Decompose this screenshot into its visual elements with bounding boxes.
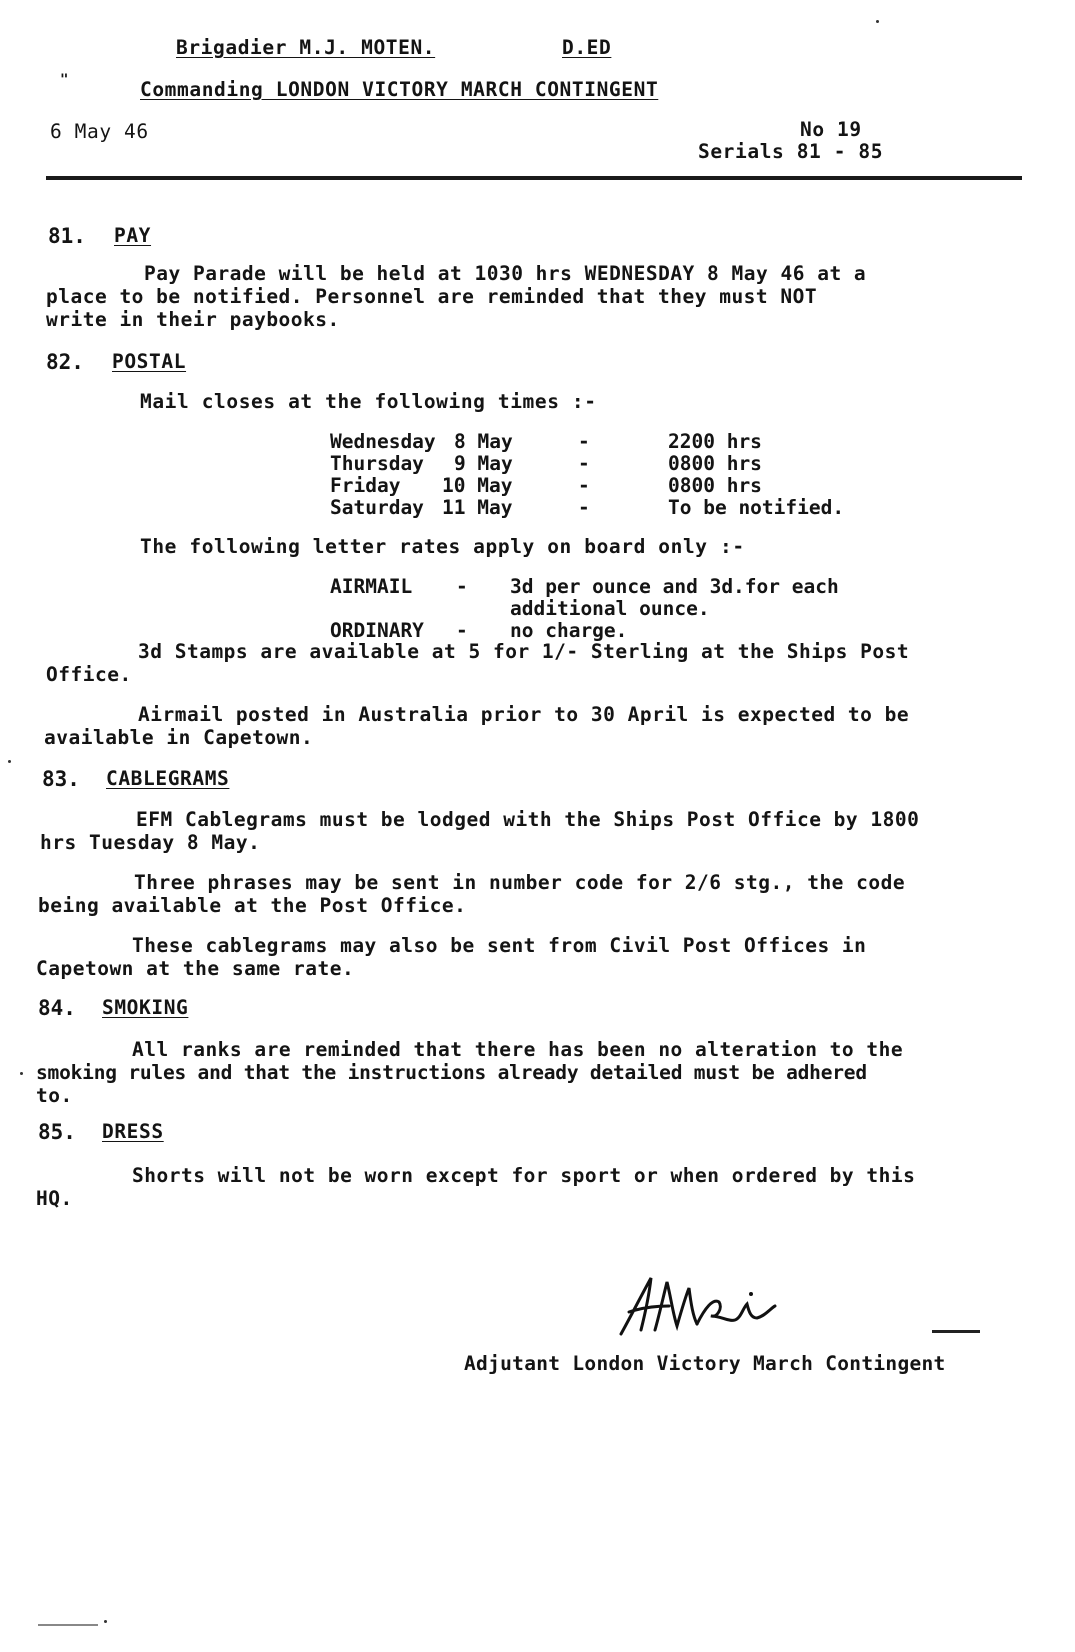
section-number-83: 83.: [42, 767, 80, 791]
schedule-time: 2200 hrs: [668, 430, 762, 453]
schedule-dash: -: [578, 452, 590, 475]
rate-label: ORDINARY: [330, 619, 424, 642]
schedule-day: Friday: [330, 474, 401, 497]
dress-line: Shorts will not be worn except for sport or when ordered by this: [132, 1164, 916, 1187]
schedule-day: Saturday: [330, 496, 424, 519]
header-addressee-suffix: D.ED: [562, 36, 612, 59]
smoking-line: to.: [36, 1084, 73, 1107]
schedule-date: 8 May: [454, 430, 513, 453]
header-addressee: Brigadier M.J. MOTEN.: [176, 36, 436, 59]
stamps-line-1: 3d Stamps are available at 5 for 1/- Sterling at the Ships Post: [138, 640, 910, 663]
airmail-line-2: available in Capetown.: [44, 726, 314, 749]
signature-mark: [932, 1330, 980, 1333]
header-command: Commanding LONDON VICTORY MARCH CONTINGENT: [140, 78, 659, 101]
airmail-line-1: Airmail posted in Australia prior to 30 April is expected to be: [138, 703, 910, 726]
rate-text: additional ounce.: [510, 597, 710, 620]
rate-text: no charge.: [510, 619, 628, 642]
schedule-dash: -: [578, 496, 590, 519]
rate-dash: -: [456, 619, 468, 642]
stamps-paragraph: [46, 640, 909, 686]
section-title-postal: POSTAL: [112, 350, 187, 373]
section-title-cablegrams: CABLEGRAMS: [106, 767, 230, 790]
rate-row: [330, 620, 950, 642]
rate-label: AIRMAIL: [330, 575, 413, 598]
schedule-date: 11 May: [442, 496, 513, 519]
schedule-row: [330, 475, 930, 497]
section-title-smoking: SMOKING: [102, 996, 189, 1019]
cablegrams-line: These cablegrams may also be sent from Civil Post Offices in: [132, 934, 867, 957]
scan-speck: [876, 20, 879, 23]
schedule-day: Thursday: [330, 452, 424, 475]
rate-row: [330, 576, 950, 598]
dress-line: HQ.: [36, 1187, 73, 1210]
handwritten-signature: [615, 1268, 790, 1348]
smoking-line: All ranks are reminded that there has been no alteration to the: [132, 1038, 904, 1061]
pay-line-1: Pay Parade will be held at 1030 hrs WEDNESDAY 8 May 46 at a: [144, 262, 867, 285]
section-number-81: 81.: [48, 224, 86, 248]
mail-schedule: [330, 431, 930, 519]
cablegrams-line: Three phrases may be sent in number code for 2/6 stg., the code: [134, 871, 906, 894]
schedule-date: 9 May: [454, 452, 513, 475]
scan-speck: [8, 760, 11, 763]
rate-dash: -: [456, 575, 468, 598]
schedule-time: To be notified.: [668, 496, 845, 519]
section-title-dress: DRESS: [102, 1120, 164, 1143]
letter-rates-intro: The following letter rates apply on board only :-: [140, 535, 745, 558]
schedule-dash: -: [578, 430, 590, 453]
cablegrams-paragraph-3: [36, 934, 866, 980]
cablegrams-paragraph-2: [38, 871, 905, 917]
stamps-line-2: Office.: [46, 663, 132, 686]
smoking-paragraph: [36, 1038, 903, 1107]
mail-closing-intro: Mail closes at the following times :-: [140, 390, 597, 413]
schedule-time: 0800 hrs: [668, 474, 762, 497]
cablegrams-paragraph-1: [40, 808, 919, 854]
serials-range: Serials 81 - 85: [698, 140, 884, 163]
schedule-time: 0800 hrs: [668, 452, 762, 475]
rate-row-continued: [330, 598, 950, 620]
margin-mark: ": [60, 72, 70, 88]
cablegrams-line: EFM Cablegrams must be lodged with the Ships Post Office by 1800: [136, 808, 920, 831]
schedule-dash: -: [578, 474, 590, 497]
schedule-day: Wednesday: [330, 430, 436, 453]
pay-line-2: place to be notified. Personnel are reminded that they must NOT: [46, 285, 818, 308]
section-number-82: 82.: [46, 350, 84, 374]
section-title-pay: PAY: [114, 224, 152, 247]
letter-rates: [330, 576, 950, 642]
schedule-row: [330, 453, 930, 475]
schedule-row: [330, 431, 930, 453]
section-number-84: 84.: [38, 996, 76, 1020]
schedule-row: [330, 497, 930, 519]
scan-speck: [104, 1620, 107, 1623]
pay-line-3: write in their paybooks.: [46, 308, 340, 331]
rate-text: 3d per ounce and 3d.for each: [510, 575, 839, 598]
cablegrams-line: Capetown at the same rate.: [36, 957, 355, 980]
order-number: No 19: [800, 118, 862, 141]
cablegrams-line: hrs Tuesday 8 May.: [40, 831, 261, 854]
signatory-title: Adjutant London Victory March Contingent: [464, 1352, 946, 1375]
schedule-date: 10 May: [442, 474, 513, 497]
airmail-paragraph: [44, 703, 909, 749]
dress-paragraph: [36, 1164, 915, 1210]
header-rule: [46, 176, 1022, 180]
section-number-85: 85.: [38, 1120, 76, 1144]
scan-speck: [20, 1072, 23, 1075]
pay-paragraph: [46, 262, 866, 331]
scan-speck: [38, 1624, 98, 1626]
smoking-line: smoking rules and that the instructions already detailed must be adhered: [36, 1061, 867, 1084]
cablegrams-line: being available at the Post Office.: [38, 894, 467, 917]
order-date: 6 May 46: [50, 120, 149, 143]
